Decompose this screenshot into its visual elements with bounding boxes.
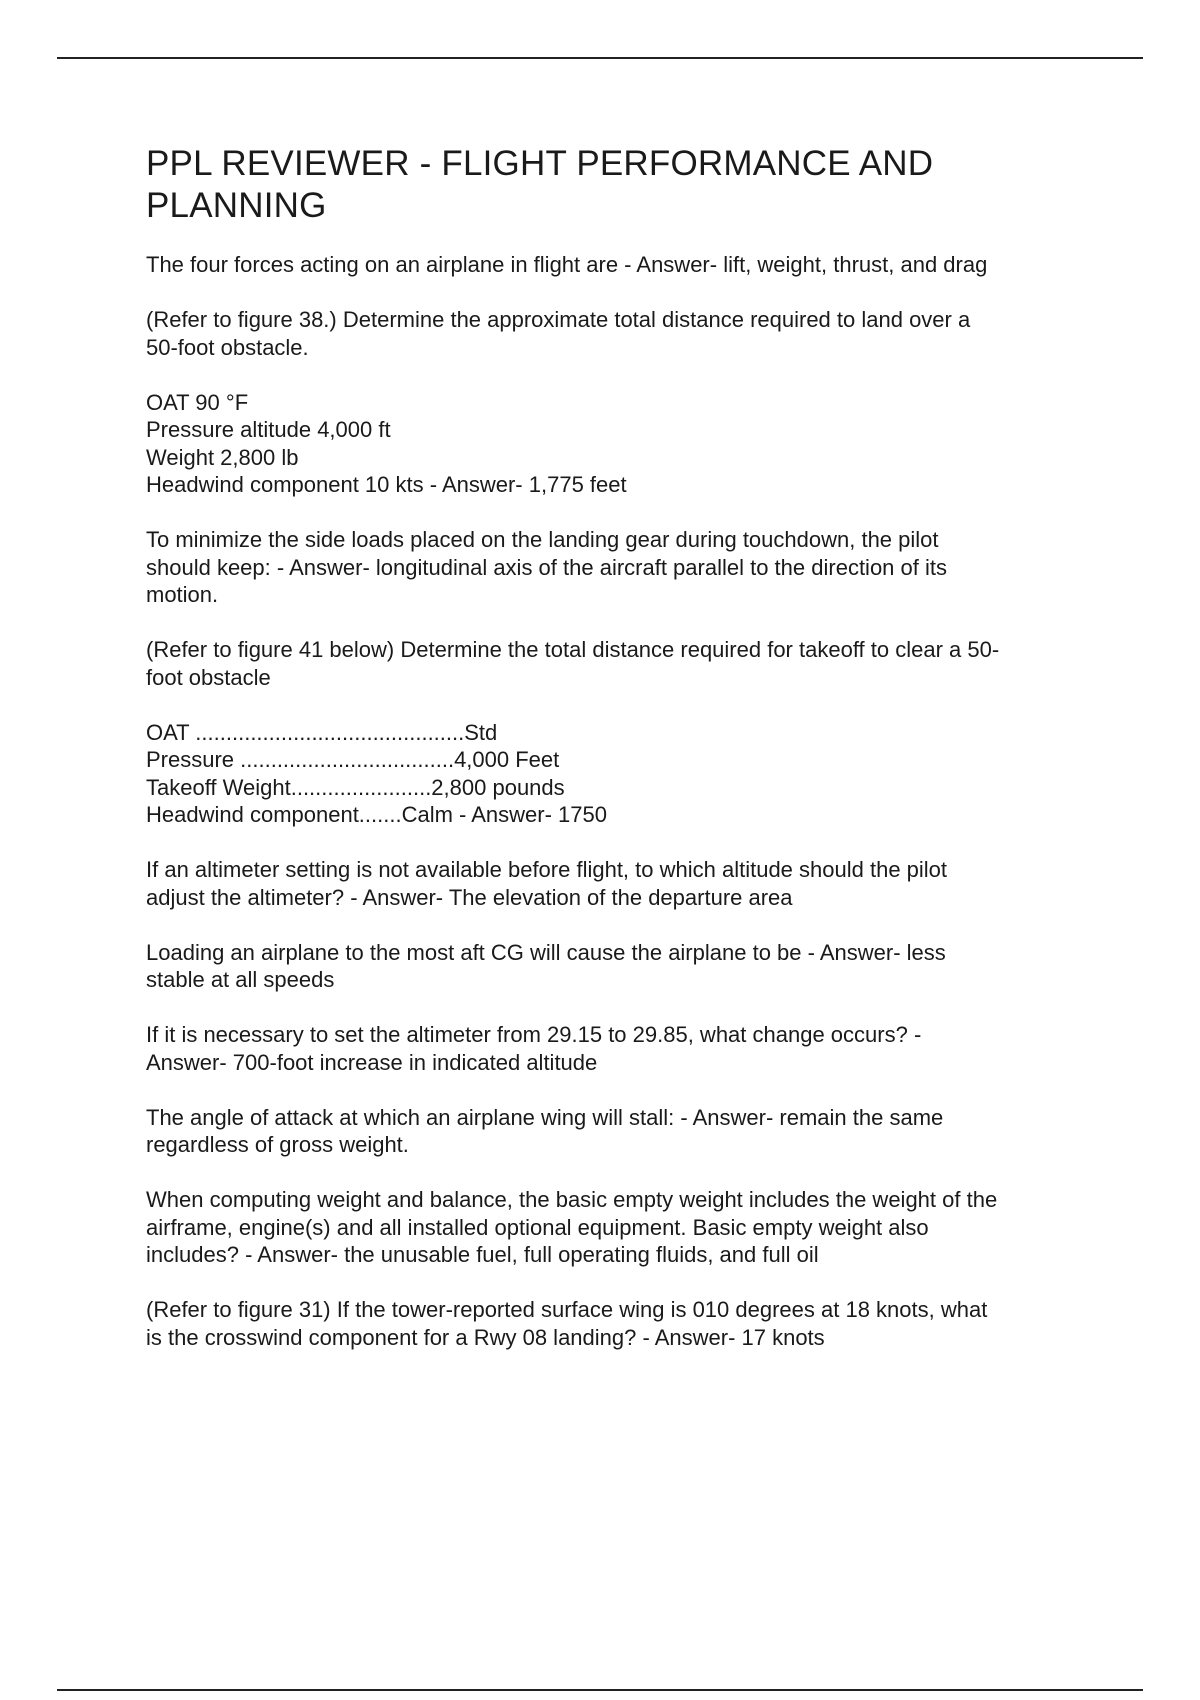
text-line: Takeoff Weight.......................2,800 pounds [146, 774, 565, 800]
title-line: PPL REVIEWER - FLIGHT PERFORMANCE AND [146, 144, 934, 183]
qa-item [146, 856, 1091, 911]
text-line: 50-foot obstacle. [146, 334, 309, 360]
qa-item [146, 526, 1091, 609]
text-line: (Refer to figure 41 below) Determine the total distance required for takeoff to clear a 50- [146, 637, 1000, 662]
text-line: Loading an airplane to the most aft CG will cause the airplane to be - Answer- less [146, 939, 946, 965]
qa-item [146, 1186, 1091, 1269]
text-line: To minimize the side loads placed on the landing gear during touchdown, the pilot [146, 527, 939, 552]
title-line: PLANNING [146, 186, 327, 225]
text-line: Pressure ...................................4,000 Feet [146, 747, 560, 772]
text-line: When computing weight and balance, the basic empty weight includes the weight of the [146, 1187, 998, 1212]
text-line: should keep: - Answer- longitudinal axis of the aircraft parallel to the direction of its [146, 554, 947, 580]
text-line: If an altimeter setting is not available before flight, to which altitude should the pilot [146, 857, 948, 882]
qa-item [146, 636, 1091, 691]
text-line: (Refer to figure 31) If the tower-reported surface wing is 010 degrees at 18 knots, what [146, 1297, 988, 1322]
text-line: OAT ............................................Std [146, 719, 498, 745]
text-line: is the crosswind component for a Rwy 08 landing? - Answer- 17 knots [146, 1324, 825, 1350]
text-line: Pressure altitude 4,000 ft [146, 417, 391, 442]
qa-item [146, 1021, 1091, 1076]
qa-item [146, 389, 1091, 499]
footer-rule [57, 1689, 1143, 1691]
text-line: airframe, engine(s) and all installed optional equipment. Basic empty weight also [146, 1214, 929, 1240]
text-line: (Refer to figure 38.) Determine the approximate total distance required to land over a [146, 307, 971, 332]
header-rule [57, 57, 1143, 59]
qa-item [146, 939, 1091, 994]
qa-item [146, 306, 1091, 361]
qa-item [146, 1104, 1091, 1159]
text-line: foot obstacle [146, 664, 271, 690]
document-title [146, 143, 1091, 227]
text-line: regardless of gross weight. [146, 1132, 409, 1157]
text-line: adjust the altimeter? - Answer- The elevation of the departure area [146, 884, 793, 910]
text-line: motion. [146, 582, 219, 607]
document-body [146, 143, 1091, 1379]
text-line: Answer- 700-foot increase in indicated altitude [146, 1049, 598, 1075]
qa-item [146, 1296, 1091, 1351]
text-line: includes? - Answer- the unusable fuel, full operating fluids, and full oil [146, 1242, 819, 1267]
text-line: OAT 90 °F [146, 389, 249, 415]
text-line: The four forces acting on an airplane in flight are - Answer- lift, weight, thrust, and drag [146, 252, 988, 277]
text-line: If it is necessary to set the altimeter from 29.15 to 29.85, what change occurs? - [146, 1022, 922, 1047]
text-line: Weight 2,800 lb [146, 444, 299, 470]
qa-item [146, 251, 1091, 279]
qa-item [146, 719, 1091, 829]
text-line: Headwind component 10 kts - Answer- 1,775 feet [146, 472, 627, 497]
text-line: stable at all speeds [146, 967, 335, 992]
text-line: The angle of attack at which an airplane wing will stall: - Answer- remain the same [146, 1104, 944, 1130]
text-line: Headwind component.......Calm - Answer- 1750 [146, 802, 608, 827]
